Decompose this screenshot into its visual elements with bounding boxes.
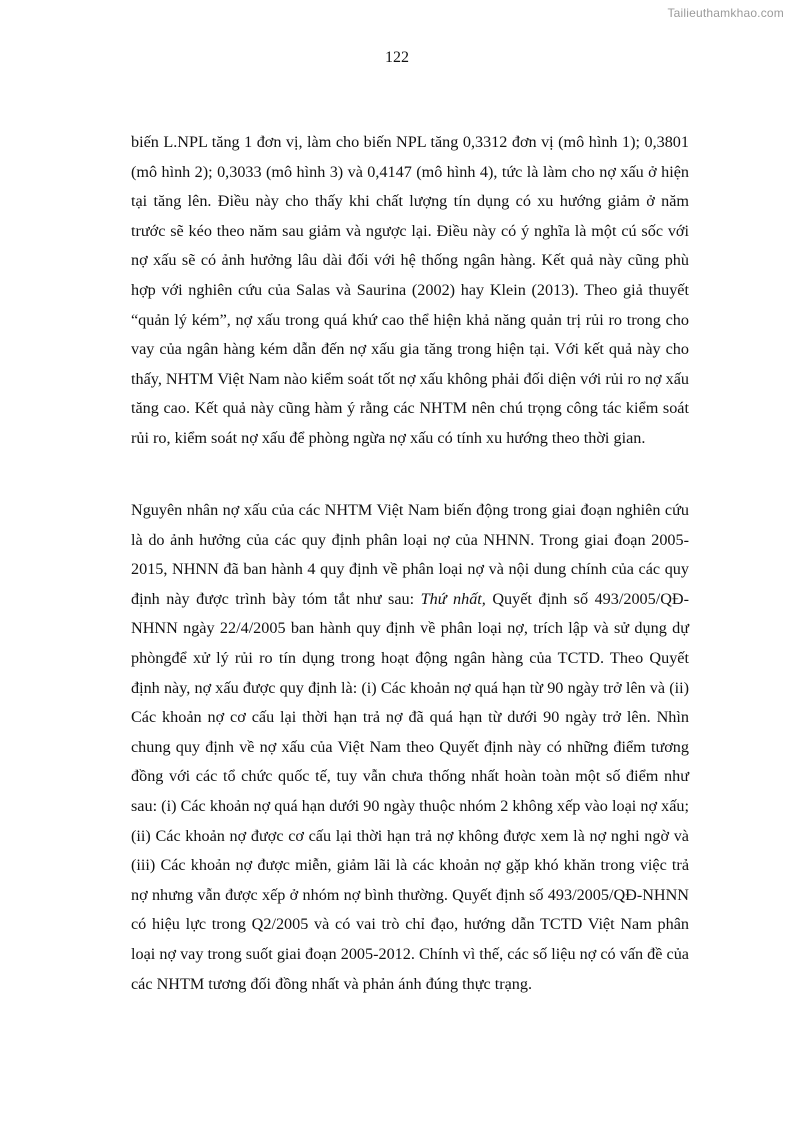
page-number: 122 [385,49,409,66]
paragraph-2-lead: Nguyên nhân nợ xấu của các NHTM Việt Nam biến động trong giai đoạn nghiên cứu là do ảnh hưởng của các quy định phân loại nợ của NHNN. Trong giai đoạn 2005-2015, NHNN đã ban hành 4 quy định về phân loại nợ và nội dung chính của các quy định này được trình bày tóm tắt như sau: [131,501,689,608]
watermark: Tailieuthamkhao.com [667,6,784,20]
paragraph-2 [131,496,689,999]
paragraph-2-italic-phrase: Thứ nhất, [420,589,486,608]
paragraph-1: biến L.NPL tăng 1 đơn vị, làm cho biến NPL tăng 0,3312 đơn vị (mô hình 1); 0,3801 (mô hình 2); 0,3033 (mô hình 3) và 0,4147 (mô hình 4), tức là làm cho nợ xấu ở hiện tại tăng lên. Điều này cho thấy khi chất lượng tín dụng có xu hướng giảm ở năm trước sẽ kéo theo năm sau giảm và ngược lại. Điều này có ý nghĩa là một cú sốc với nợ xấu sẽ có ảnh hưởng lâu dài đối với hệ thống ngân hàng. Kết quả này cũng phù hợp với nghiên cứu của Salas và Saurina (2002) hay Klein (2013). Theo giả thuyết “quản lý kém”, nợ xấu trong quá khứ cao thể hiện khả năng quản trị rủi ro trong cho vay của ngân hàng kém dẫn đến nợ xấu gia tăng trong hiện tại. Với kết quả này cho thấy, NHTM Việt Nam nào kiểm soát tốt nợ xấu không phải đối diện với rủi ro nợ xấu tăng cao. Kết quả này cũng hàm ý rằng các NHTM nên chú trọng công tác kiểm soát rủi ro, kiểm soát nợ xấu để phòng ngừa nợ xấu có tính xu hướng theo thời gian. [131,133,689,447]
paragraph-2-rest: Quyết định số 493/2005/QĐ-NHNN ngày 22/4/2005 ban hành quy định về phân loại nợ, trích lập và sử dụng dự phòngđể xử lý rủi ro tín dụng trong hoạt động ngân hàng của TCTD. Theo Quyết định này, nợ xấu được quy định là: (i) Các khoản nợ quá hạn từ 90 ngày trở lên và (ii) Các khoản nợ cơ cấu lại thời hạn trả nợ đã quá hạn từ dưới 90 ngày trở lên. Nhìn chung quy định về nợ xấu của Việt Nam theo Quyết định này có những điểm tương đồng với các tổ chức quốc tế, tuy vẫn chưa thống nhất hoàn toàn một số điểm như sau: (i) Các khoản nợ quá hạn dưới 90 ngày thuộc nhóm 2 không xếp vào loại nợ xấu; (ii) Các khoản nợ được cơ cấu lại thời hạn trả nợ không được xem là nợ nghi ngờ và (iii) Các khoản nợ được miễn, giảm lãi là các khoản nợ gặp khó khăn trong việc trả nợ nhưng vẫn được xếp ở nhóm nợ bình thường. Quyết định số 493/2005/QĐ-NHNN có hiệu lực trong Q2/2005 và có vai trò chỉ đạo, hướng dẫn TCTD Việt Nam phân loại nợ vay trong suốt giai đoạn 2005-2012. Chính vì thế, các số liệu nợ có vấn đề của các NHTM tương đối đồng nhất và phản ánh đúng thực trạng. [131,589,689,993]
